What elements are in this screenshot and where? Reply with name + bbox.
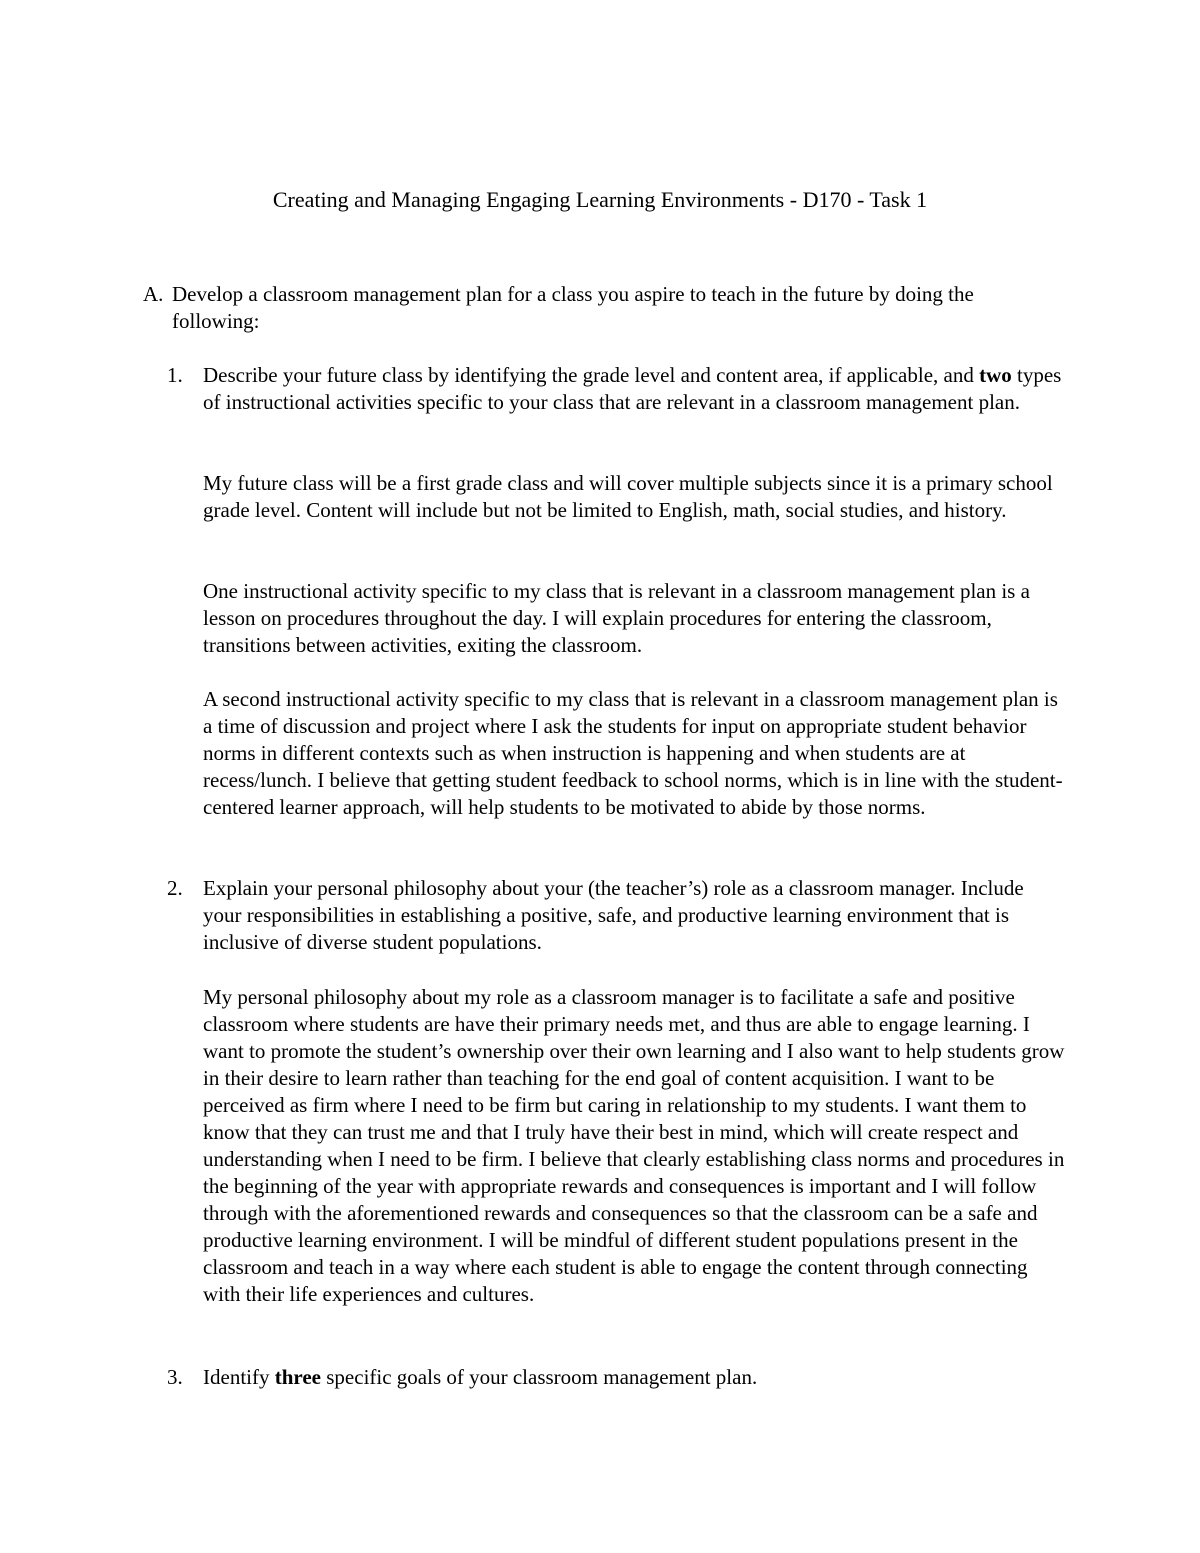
item-1-number: 1. <box>167 363 183 387</box>
item-1 <box>167 362 1067 416</box>
item-2-number: 2. <box>167 876 183 900</box>
item-1-prompt-bold: two <box>979 363 1012 387</box>
item-1-prompt-after: types of instructional activities specific to your class that are relevant in a classroom management plan. <box>203 363 1062 414</box>
section-a-marker: A. <box>143 282 164 306</box>
item-3-number: 3. <box>167 1365 183 1389</box>
item-2 <box>167 875 1067 956</box>
section-a-text: Develop a classroom management plan for a class you aspire to teach in the future by doing the following: <box>172 282 974 333</box>
item-3-prompt-before: Identify <box>203 1365 275 1389</box>
document-title: Creating and Managing Engaging Learning Environments - D170 - Task 1 <box>272 187 928 212</box>
section-a <box>143 281 1063 335</box>
item-1-answer-1: My future class will be a first grade class and will cover multiple subjects since it is a primary school grade level. Content will include but not be limited to English, math, social studies, and history. <box>203 471 1053 522</box>
item-1-answer-3: A second instructional activity specific to my class that is relevant in a classroom management plan is a time of discussion and project where I ask the students for input on appropriate student behavior norms in different contexts such as when instruction is happening and when students are at recess/lunch. I believe that getting student feedback to school norms, which is in line with the student-centered learner approach, will help students to be motivated to abide by those norms. <box>203 687 1063 819</box>
item-3 <box>167 1364 1067 1391</box>
item-1-answer-2: One instructional activity specific to my class that is relevant in a classroom management plan is a lesson on procedures throughout the day. I will explain procedures for entering the classroom, transitions between activities, exiting the classroom. <box>203 579 1030 657</box>
item-1-prompt-before: Describe your future class by identifying the grade level and content area, if applicable, and <box>203 363 980 387</box>
item-1-prompt <box>203 362 1067 416</box>
item-2-prompt: Explain your personal philosophy about your (the teacher’s) role as a classroom manager. Include your responsibilities in establishing a positive, safe, and productive learning environment that is inclusive of diverse student populations. <box>203 876 1024 954</box>
item-3-prompt-bold: three <box>274 1365 321 1389</box>
item-2-answer-1: My personal philosophy about my role as a classroom manager is to facilitate a safe and positive classroom where students are have their primary needs met, and thus are able to engage learning. I want to promote the student’s ownership over their own learning and I also want to help students grow in their desire to learn rather than teaching for the end goal of content acquisition. I want to be perceived as firm where I need to be firm but caring in relationship to my students. I want them to know that they can trust me and that I truly have their best in mind, which will create respect and understanding when I need to be firm. I believe that clearly establishing class norms and procedures in the beginning of the year with appropriate rewards and consequences is important and I will follow through with the aforementioned rewards and consequences so that the classroom can be a safe and productive learning environment. I will be mindful of different student populations present in the classroom and teach in a way where each student is able to engage the content through connecting with their life experiences and cultures. <box>203 985 1065 1306</box>
item-3-prompt <box>203 1364 1067 1391</box>
item-3-prompt-after: specific goals of your classroom management plan. <box>321 1365 758 1389</box>
